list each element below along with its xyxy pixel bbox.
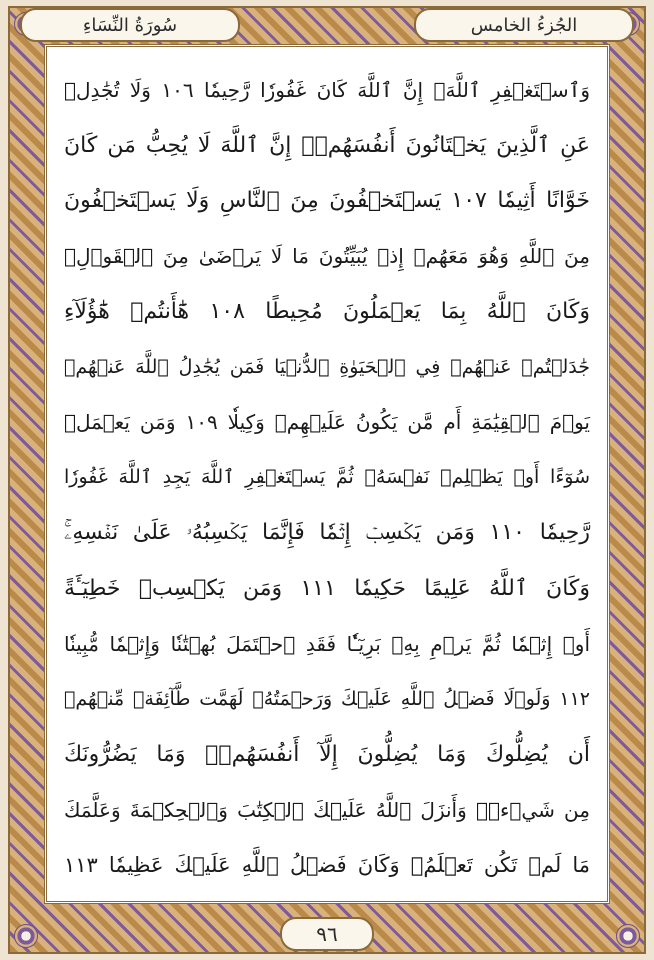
surah-title: سُورَةُ النِّسَاءِ — [20, 8, 240, 42]
text-line: أَن يُضِلُّوكَ وَمَا يُضِلُّونَ إِلَّآ أَنفُسَهُمۡۖ وَمَا يَضُرُّونَكَ — [64, 741, 590, 767]
text-line: مِنَ ٱللَّهِ وَهُوَ مَعَهُمۡ إِذۡ يُبَيِّتُونَ مَا لَا يَرۡضَىٰ مِنَ ٱلۡقَوۡلِۚ — [64, 243, 590, 268]
text-line: رَّحِيمٗا ١١٠ وَمَن يَكۡسِبۡ إِثۡمٗا فَإِنَّمَا يَكۡسِبُهُۥ عَلَىٰ نَفۡسِهِۦۚ — [64, 520, 590, 546]
text-line: يَوۡمَ ٱلۡقِيَٰمَةِ أَم مَّن يَكُونُ عَلَيۡهِمۡ وَكِيلٗا ١٠٩ وَمَن يَعۡمَلۡ — [64, 410, 590, 435]
text-line: وَكَانَ ٱللَّهُ عَلِيمًا حَكِيمٗا ١١١ وَمَن يَكۡسِبۡ خَطِيٓـَٔةً — [64, 575, 590, 601]
corner-rosette-icon — [14, 924, 38, 948]
corner-rosette-icon — [616, 924, 640, 948]
text-line: خَوَّانًا أَثِيمٗا ١٠٧ يَسۡتَخۡفُونَ مِنَ ٱلنَّاسِ وَلَا يَسۡتَخۡفُونَ — [64, 187, 591, 213]
text-line: وَٱسۡتَغۡفِرِ ٱللَّهَۖ إِنَّ ٱللَّهَ كَانَ غَفُورٗا رَّحِيمٗا ١٠٦ وَلَا تُجَٰدِلۡ — [64, 77, 590, 102]
text-line: مِن شَيۡءٖۚ وَأَنزَلَ ٱللَّهُ عَلَيۡكَ ٱلۡكِتَٰبَ وَٱلۡحِكۡمَةَ وَعَلَّمَكَ — [64, 797, 590, 822]
page-number: ٩٦ — [280, 917, 374, 951]
text-line: عَنِ ٱلَّذِينَ يَخۡتَانُونَ أَنفُسَهُمۡۚ إِنَّ ٱللَّهَ لَا يُحِبُّ مَن كَانَ — [64, 132, 590, 158]
text-line: وَكَانَ ٱللَّهُ بِمَا يَعۡمَلُونَ مُحِيطًا ١٠٨ هَٰٓأَنتُمۡ هَٰٓؤُلَآءِ — [64, 298, 590, 324]
text-line: جَٰدَلۡتُمۡ عَنۡهُمۡ فِي ٱلۡحَيَوٰةِ ٱلدُّنۡيَا فَمَن يُجَٰدِلُ ٱللَّهَ عَنۡهُمۡ — [64, 355, 590, 378]
text-line: مَا لَمۡ تَكُن تَعۡلَمُۚ وَكَانَ فَضۡلُ ٱللَّهِ عَلَيۡكَ عَظِيمٗا ١١٣ — [64, 853, 590, 878]
juz-title: الجُزءُ الخامس — [414, 8, 634, 42]
text-line: ١١٢ وَلَوۡلَا فَضۡلُ ٱللَّهِ عَلَيۡكَ وَرَحۡمَتُهُۥ لَهَمَّت طَّآئِفَةٞ مِّنۡهُمۡ — [64, 687, 590, 710]
quran-text — [64, 62, 590, 894]
text-line: أَوۡ إِثۡمٗا ثُمَّ يَرۡمِ بِهِۦ بَرِيٓـٔٗا فَقَدِ ٱحۡتَمَلَ بُهۡتَٰنٗا وَإِثۡمٗا مُّبِينٗا — [64, 631, 590, 656]
text-line: سُوٓءًا أَوۡ يَظۡلِمۡ نَفۡسَهُۥ ثُمَّ يَسۡتَغۡفِرِ ٱللَّهَ يَجِدِ ٱللَّهَ غَفُورٗا — [64, 466, 590, 489]
